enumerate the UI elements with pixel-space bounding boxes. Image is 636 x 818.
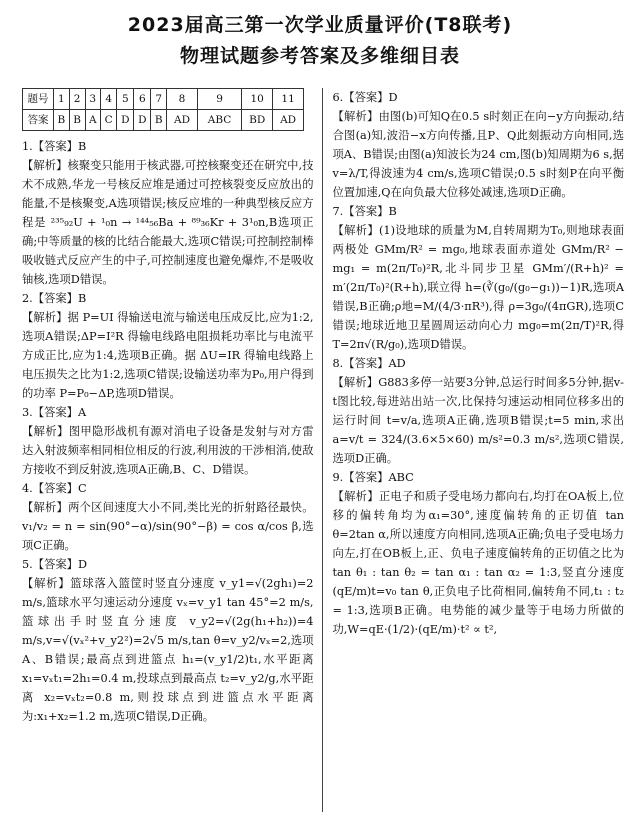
question-7-explanation: 【解析】(1)设地球的质量为M,自转周期为T₀,则地球表面两极处 GMm/R² = mg₀,地球表面赤道处 GMm/R² − mg₁ = m(2π/T₀)²R,北斗同步卫星 GMm′/(R+h)² = m′(2π/T₀)²(R+h),联立得 h=(∛(g₀/(g₀−g₁))−1)R,选项A错误,B正确;ρ地=M/(4/3·πR³),得 ρ=3g₀/(4πGR),选项C错误;地球近地卫星圆周运动向心力 mg₀=m(2π/T)²R,得 T=2π√(R/g₀),选项D错误。 bbox=[332, 224, 624, 351]
table-cell: B bbox=[54, 110, 70, 131]
table-cell: 11 bbox=[273, 89, 304, 110]
question-1-explanation: 【解析】核聚变只能用于核武器,可控核聚变还在研究中,技术不成熟,华龙一号核反应堆是通过可控核裂变反应放出的能量,不是核聚变,A选项错误;核反应堆的一种典型核反应方程是 ²³⁵₉₂U + ¹₀n → ¹⁴⁴₅₆Ba + ⁸⁹₃₆Kr + 3¹₀n,B选项正确;中等质量的核的比结合能最大,选项C错误;可控制控制棒吸收链式反应产生的中子,可控制速度也避免爆炸,不是吸收铀核,选项D错误。 bbox=[22, 159, 314, 286]
table-cell: 6 bbox=[134, 89, 151, 110]
question-8-answer: 8.【答案】AD bbox=[332, 357, 406, 370]
table-cell: D bbox=[117, 110, 134, 131]
question-5-explanation: 【解析】篮球落入篮筐时竖直分速度 v_y1=√(2gh₁)=2 m/s,篮球水平匀速运动分速度 vₓ=v_y1 tan 45°=2 m/s,篮球出手时竖直分速度 v_y2=√(2g(h₁+h₂))=4 m/s,v=√(vₓ²+v_y2²)=2√5 m/s,tan θ=v_y2/vₓ=2,选项A、B错误;最高点到进篮点 h₁=(v_y1/2)t₁,水平距离 x₁=vₓt₁=2h₁=0.4 m,投球点到最高点 t₂=v_y2/g,水平距离 x₂=vₓt₂=0.8 m,则投球点到进篮点水平距离为:x₁+x₂=1.2 m,选项C错误,D正确。 bbox=[22, 577, 314, 723]
question-3-explanation: 【解析】图甲隐形战机有源对消电子设备是发射与对方雷达入射波频率相同相位相反的行波,利用波的干涉相消,使敌方接收不到反射波,选项A正确,B、C、D错误。 bbox=[22, 425, 314, 476]
question-9-answer: 9.【答案】ABC bbox=[332, 471, 414, 484]
question-6-explanation: 【解析】由图(b)可知Q在0.5 s时刻正在向−y方向振动,结合图(a)知,波沿−x方向传播,且P、Q此刻振动方向相同,选项A、B错误;由图(a)知波长为24 cm,图(b)知周期为6 s,据 v=λ/T,得波速为4 cm/s,选项C错误;0.5 s时刻P在向平衡位置加速,Q在向负最大位移处减速,选项D正确。 bbox=[332, 110, 624, 199]
answer-table-number-row bbox=[23, 89, 304, 110]
question-5-answer: 5.【答案】D bbox=[22, 558, 88, 571]
table-cell: 1 bbox=[54, 89, 70, 110]
table-cell: 10 bbox=[242, 89, 273, 110]
table-cell: 9 bbox=[197, 89, 241, 110]
answer-table bbox=[22, 88, 304, 131]
table-header-label: 答案 bbox=[23, 110, 54, 131]
question-4-answer: 4.【答案】C bbox=[22, 482, 87, 495]
table-cell: B bbox=[69, 110, 85, 131]
table-cell: AD bbox=[273, 110, 304, 131]
table-cell: 8 bbox=[167, 89, 198, 110]
table-cell: A bbox=[85, 110, 101, 131]
answer-table-answer-row bbox=[23, 110, 304, 131]
question-2-explanation: 【解析】据 P=UI 得输送电流与输送电压成反比,应为1:2,选项A错误;ΔP=I²R 得输电线路电阻损耗功率比与电流平方成正比,应为1:4,选项B正确。据 ΔU=IR 得输电线路上电压损失之比为1:2,选项C错误;设输送功率为P₀,用户得到的功率 P=P₀−ΔP,选项D错误。 bbox=[22, 311, 314, 400]
question-3-answer: 3.【答案】A bbox=[22, 406, 87, 419]
question-2-answer: 2.【答案】B bbox=[22, 292, 87, 305]
question-4-explanation: 【解析】两个区间速度大小不同,类比光的折射路径最快。v₁/v₂ = n = sin(90°−α)/sin(90°−β) = cos α/cos β,选项C正确。 bbox=[22, 501, 314, 552]
document-title: 2023届高三第一次学业质量评价(T8联考) bbox=[127, 14, 513, 36]
table-cell: D bbox=[134, 110, 151, 131]
table-cell: BD bbox=[242, 110, 273, 131]
table-cell: 2 bbox=[69, 89, 85, 110]
question-6-answer: 6.【答案】D bbox=[332, 91, 398, 104]
content-columns bbox=[22, 88, 624, 812]
table-cell: 4 bbox=[101, 89, 117, 110]
table-cell: C bbox=[101, 110, 117, 131]
left-column bbox=[22, 88, 323, 812]
table-cell: 7 bbox=[151, 89, 167, 110]
question-7-answer: 7.【答案】B bbox=[332, 205, 397, 218]
right-column bbox=[323, 88, 625, 812]
question-8-explanation: 【解析】G883多停一站要3分钟,总运行时间多5分钟,据v-t图比较,每进站出站一次,比保持匀速运动相同位移多出的运行时间 t=v/a,选项A正确,选项B错误;t=5 min,求出 a=v/t = 324/(3.6×5×60) m/s²=0.3 m/s²,选项C错误,选项D正确。 bbox=[332, 376, 624, 465]
table-cell: ABC bbox=[197, 110, 241, 131]
table-cell: AD bbox=[167, 110, 198, 131]
question-9-explanation: 【解析】正电子和质子受电场力都向右,均打在OA板上,位移的偏转角均为α₁=30°,速度偏转角的正切值 tan θ=2tan α,所以速度方向相同,选项A正确;负电子受电场力向左,打在OB板上,正、负电子速度偏转角的正切值之比为 tan θ₁ : tan θ₂ = tan α₁ : tan α₂ = 1:3,竖直分速度 (qE/m)t=v₀ tan θ,正负电子比荷相同,偏转角不同,t₁ : t₂ = 1:3,选项B正确。电势能的减少量等于电场力所做的功,W=qE·(1/2)·(qE/m)·t² ∝ t², bbox=[332, 490, 624, 636]
document-subtitle: 物理试题参考答案及多维细目表 bbox=[179, 45, 460, 67]
table-cell: 3 bbox=[85, 89, 101, 110]
table-header-label: 题号 bbox=[23, 89, 54, 110]
table-cell: 5 bbox=[117, 89, 134, 110]
table-cell: B bbox=[151, 110, 167, 131]
question-1-answer: 1.【答案】B bbox=[22, 140, 87, 153]
